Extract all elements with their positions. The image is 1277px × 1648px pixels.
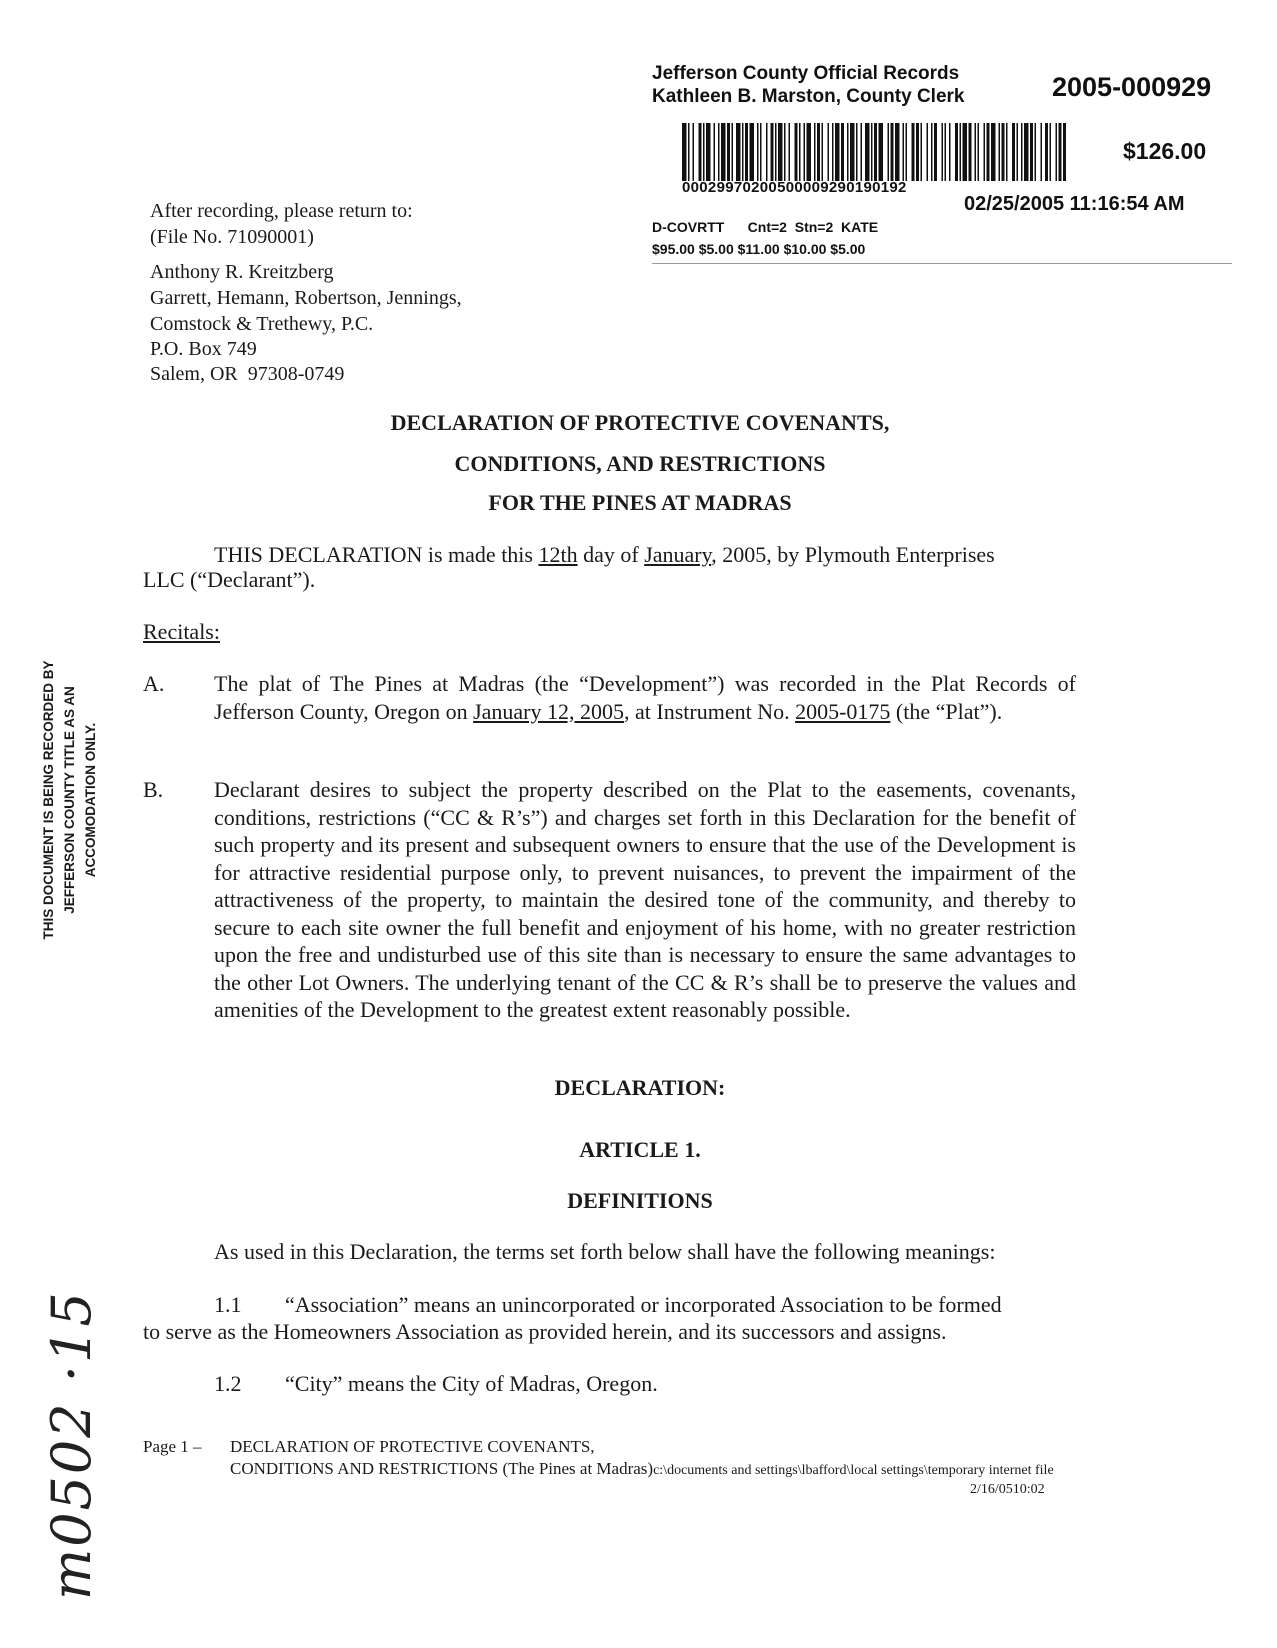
title-line-3: FOR THE PINES AT MADRAS xyxy=(488,490,792,515)
barcode-bar xyxy=(861,123,863,181)
barcode-bar xyxy=(688,123,690,181)
barcode-bar xyxy=(903,123,905,181)
footer-line-2: CONDITIONS AND RESTRICTIONS (The Pines at Madras)c:\documents and settings\lbafford\local settings\temporary internet file xyxy=(230,1459,1054,1478)
intro-day: 12th xyxy=(538,542,578,567)
title-line-1: DECLARATION OF PROTECTIVE COVENANTS, xyxy=(390,410,890,435)
return-firm-line-2: Comstock & Trethewy, P.C. xyxy=(150,313,374,335)
barcode-bar xyxy=(775,123,777,181)
return-name: Anthony R. Kreitzberg xyxy=(150,261,334,283)
barcode-bar xyxy=(931,123,933,181)
definition-2-number: 1.2 xyxy=(214,1371,242,1396)
return-po-box: P.O. Box 749 xyxy=(150,338,257,360)
barcode-bar xyxy=(991,123,996,181)
barcode-bar xyxy=(1017,123,1019,181)
barcode-bar xyxy=(975,123,977,181)
barcode-bar xyxy=(835,123,840,181)
barcode-bar xyxy=(1056,123,1058,181)
intro-month: January xyxy=(644,542,712,567)
recital-b-label: B. xyxy=(143,777,164,802)
barcode-bar xyxy=(942,123,944,181)
recording-datetime: 02/25/2005 11:16:54 AM xyxy=(964,193,1185,215)
barcode-bar xyxy=(766,123,768,181)
barcode-bar xyxy=(955,123,958,181)
barcode-bar xyxy=(757,123,759,181)
recording-stamp-header xyxy=(652,62,965,108)
recording-fees-line: $95.00 $5.00 $11.00 $10.00 $5.00 xyxy=(652,241,866,257)
barcode-bar xyxy=(912,123,915,181)
definition-1-line-1: “Association” means an unincorporated or incorporated Association to be formed xyxy=(285,1292,1002,1317)
barcode-bar xyxy=(1002,123,1005,181)
barcode-bar xyxy=(736,123,741,181)
barcode-bar xyxy=(742,123,744,181)
barcode-bar xyxy=(714,123,716,181)
file-number: (File No. 71090001) xyxy=(150,226,314,248)
barcode-bar xyxy=(682,123,687,181)
barcode-bar xyxy=(778,123,783,181)
barcode-bar xyxy=(841,123,844,181)
recitals-heading: Recitals: xyxy=(143,619,220,644)
barcode-bar xyxy=(795,123,798,181)
barcode-bar xyxy=(895,123,900,181)
barcode-bar xyxy=(699,123,702,181)
declaration-heading: DECLARATION: xyxy=(554,1075,726,1100)
barcode-bar xyxy=(706,123,711,181)
barcode-bar xyxy=(850,123,855,181)
barcode-bar xyxy=(784,123,786,181)
barcode-bar xyxy=(732,123,734,181)
title-line-2: CONDITIONS, AND RESTRICTIONS xyxy=(454,451,826,476)
barcode-bar xyxy=(1050,123,1052,181)
barcode-bar xyxy=(1035,123,1037,181)
barcode-bar xyxy=(927,123,929,181)
footer-page-number: Page 1 – xyxy=(143,1437,202,1456)
barcode-bar xyxy=(814,123,816,181)
return-instruction: After recording, please return to: xyxy=(150,200,413,222)
barcode-bar xyxy=(817,123,820,181)
return-city: Salem, OR 97308-0749 xyxy=(150,363,345,385)
accommodation-stamp xyxy=(38,620,101,980)
barcode-bar xyxy=(760,123,762,181)
barcode-bar xyxy=(921,123,923,181)
barcode-bar xyxy=(1012,123,1015,181)
recital-a-instrument: 2005-0175 xyxy=(795,698,891,724)
barcode-bar xyxy=(828,123,830,181)
definition-1-number: 1.1 xyxy=(214,1292,242,1317)
barcode-bar xyxy=(789,123,791,181)
article-heading: ARTICLE 1. xyxy=(579,1137,701,1162)
barcode-digits: 00029970200500009290190192 xyxy=(682,179,907,196)
barcode-bar xyxy=(987,123,990,181)
barcode-bar xyxy=(804,123,806,181)
barcode-bar xyxy=(891,123,894,181)
barcode-bar xyxy=(703,123,705,181)
barcode-bar xyxy=(727,123,730,181)
intro-line-2: LLC (“Declarant”). xyxy=(143,567,316,592)
recital-a-date: January 12, 2005 xyxy=(473,698,624,724)
barcode-bar xyxy=(871,123,873,181)
barcode-bar xyxy=(960,123,962,181)
recital-b-text: Declarant desires to subject the property described on the Plat to the easements, covenants, conditions, restrictions (“CC & R’s”) and charges set forth in this Declaration for the benefit of such property and its present and subsequent owners to ensure that the use of the Development is for attractive residential purpose only, to prevent nuisances, to prevent the impairment of the attractiveness of the property, to maintain the desired tone of the community, and thereby to secure to each site owner the full benefit and enjoyment of his home, with no greater restriction upon the free and undisturbed use of this site than is necessary to ensure the same advantages to the other Lot Owners. The underlying tenant of the CC & R’s shall be to preserve the values and amenities of the Development to the greatest extent reasonably possible. xyxy=(214,777,1076,1022)
barcode-bar xyxy=(916,123,919,181)
barcode-bar xyxy=(874,123,877,181)
county-clerk: Kathleen B. Marston, County Clerk xyxy=(652,86,965,107)
footer-timestamp: 2/16/0510:02 xyxy=(970,1482,1045,1497)
barcode-bar xyxy=(865,123,870,181)
barcode-bar xyxy=(807,123,812,181)
barcode-bar xyxy=(963,123,968,181)
barcode-bar xyxy=(879,123,884,181)
barcode-bar xyxy=(999,123,1001,181)
barcode-bar xyxy=(1006,123,1008,181)
barcode-bar xyxy=(1024,123,1029,181)
definitions-intro: As used in this Declaration, the terms set forth below shall have the following meanings: xyxy=(214,1239,996,1264)
barcode-bar xyxy=(888,123,890,181)
barcode-bar xyxy=(945,123,947,181)
barcode-bar xyxy=(721,123,726,181)
barcode-bar xyxy=(984,123,986,181)
document-number: 2005-000929 xyxy=(1052,72,1212,102)
barcode-bar xyxy=(822,123,824,181)
definitions-heading: DEFINITIONS xyxy=(567,1188,713,1213)
barcode-bar xyxy=(832,123,834,181)
barcode-bar xyxy=(799,123,801,181)
accommodation-stamp-line-2: JEFFERSON COUNTY TITLE AS AN xyxy=(62,686,77,914)
barcode-bar xyxy=(771,123,774,181)
barcode-bar xyxy=(847,123,849,181)
intro-line-1: THIS DECLARATION is made this 12th day of January, 2005, by Plymouth Enterprises xyxy=(214,542,995,567)
barcode-bar xyxy=(745,123,748,181)
barcode-bar xyxy=(1030,123,1033,181)
barcode-bar xyxy=(693,123,695,181)
barcode-bar xyxy=(1063,123,1066,181)
recording-amount: $126.00 xyxy=(1123,138,1207,164)
stamp-divider xyxy=(652,263,1232,264)
footer-line-1: DECLARATION OF PROTECTIVE COVENANTS, xyxy=(230,1437,595,1456)
recital-a-label: A. xyxy=(143,671,165,696)
barcode-bar xyxy=(1021,123,1023,181)
barcode-bar xyxy=(906,123,908,181)
barcode-bar xyxy=(978,123,980,181)
accommodation-stamp-line-1: THIS DOCUMENT IS BEING RECORDED BY xyxy=(41,660,56,940)
barcode xyxy=(682,123,1068,181)
footer-file-path: c:\documents and settings\lbafford\local settings\temporary internet file xyxy=(653,1463,1054,1478)
handwritten-note: m0502 ·15 xyxy=(40,1290,103,1600)
barcode-bar xyxy=(949,123,951,181)
accommodation-stamp-line-3: ACCOMODATION ONLY. xyxy=(83,722,98,878)
barcode-bar xyxy=(856,123,858,181)
barcode-bar xyxy=(718,123,720,181)
definition-1-line-2: to serve as the Homeowners Association as provided herein, and its successors and assigns. xyxy=(143,1319,947,1344)
recording-office: Jefferson County Official Records xyxy=(652,63,960,84)
barcode-bar xyxy=(934,123,937,181)
barcode-bar xyxy=(1041,123,1043,181)
definition-2-text: “City” means the City of Madras, Oregon. xyxy=(285,1371,658,1396)
barcode-bar xyxy=(750,123,755,181)
barcode-bar xyxy=(1059,123,1062,181)
barcode-bar xyxy=(1045,123,1048,181)
return-firm-line-1: Garrett, Hemann, Robertson, Jennings, xyxy=(150,287,462,309)
recital-a-text: The plat of The Pines at Madras (the “Development”) was recorded in the Plat Records of Jefferson County, Oregon on January 12, 2005, at Instrument No. 2005-0175 (the “Plat”). xyxy=(214,671,1076,724)
barcode-bar xyxy=(969,123,972,181)
recording-code-line: D-COVRTT Cnt=2 Stn=2 KATE xyxy=(652,219,879,235)
